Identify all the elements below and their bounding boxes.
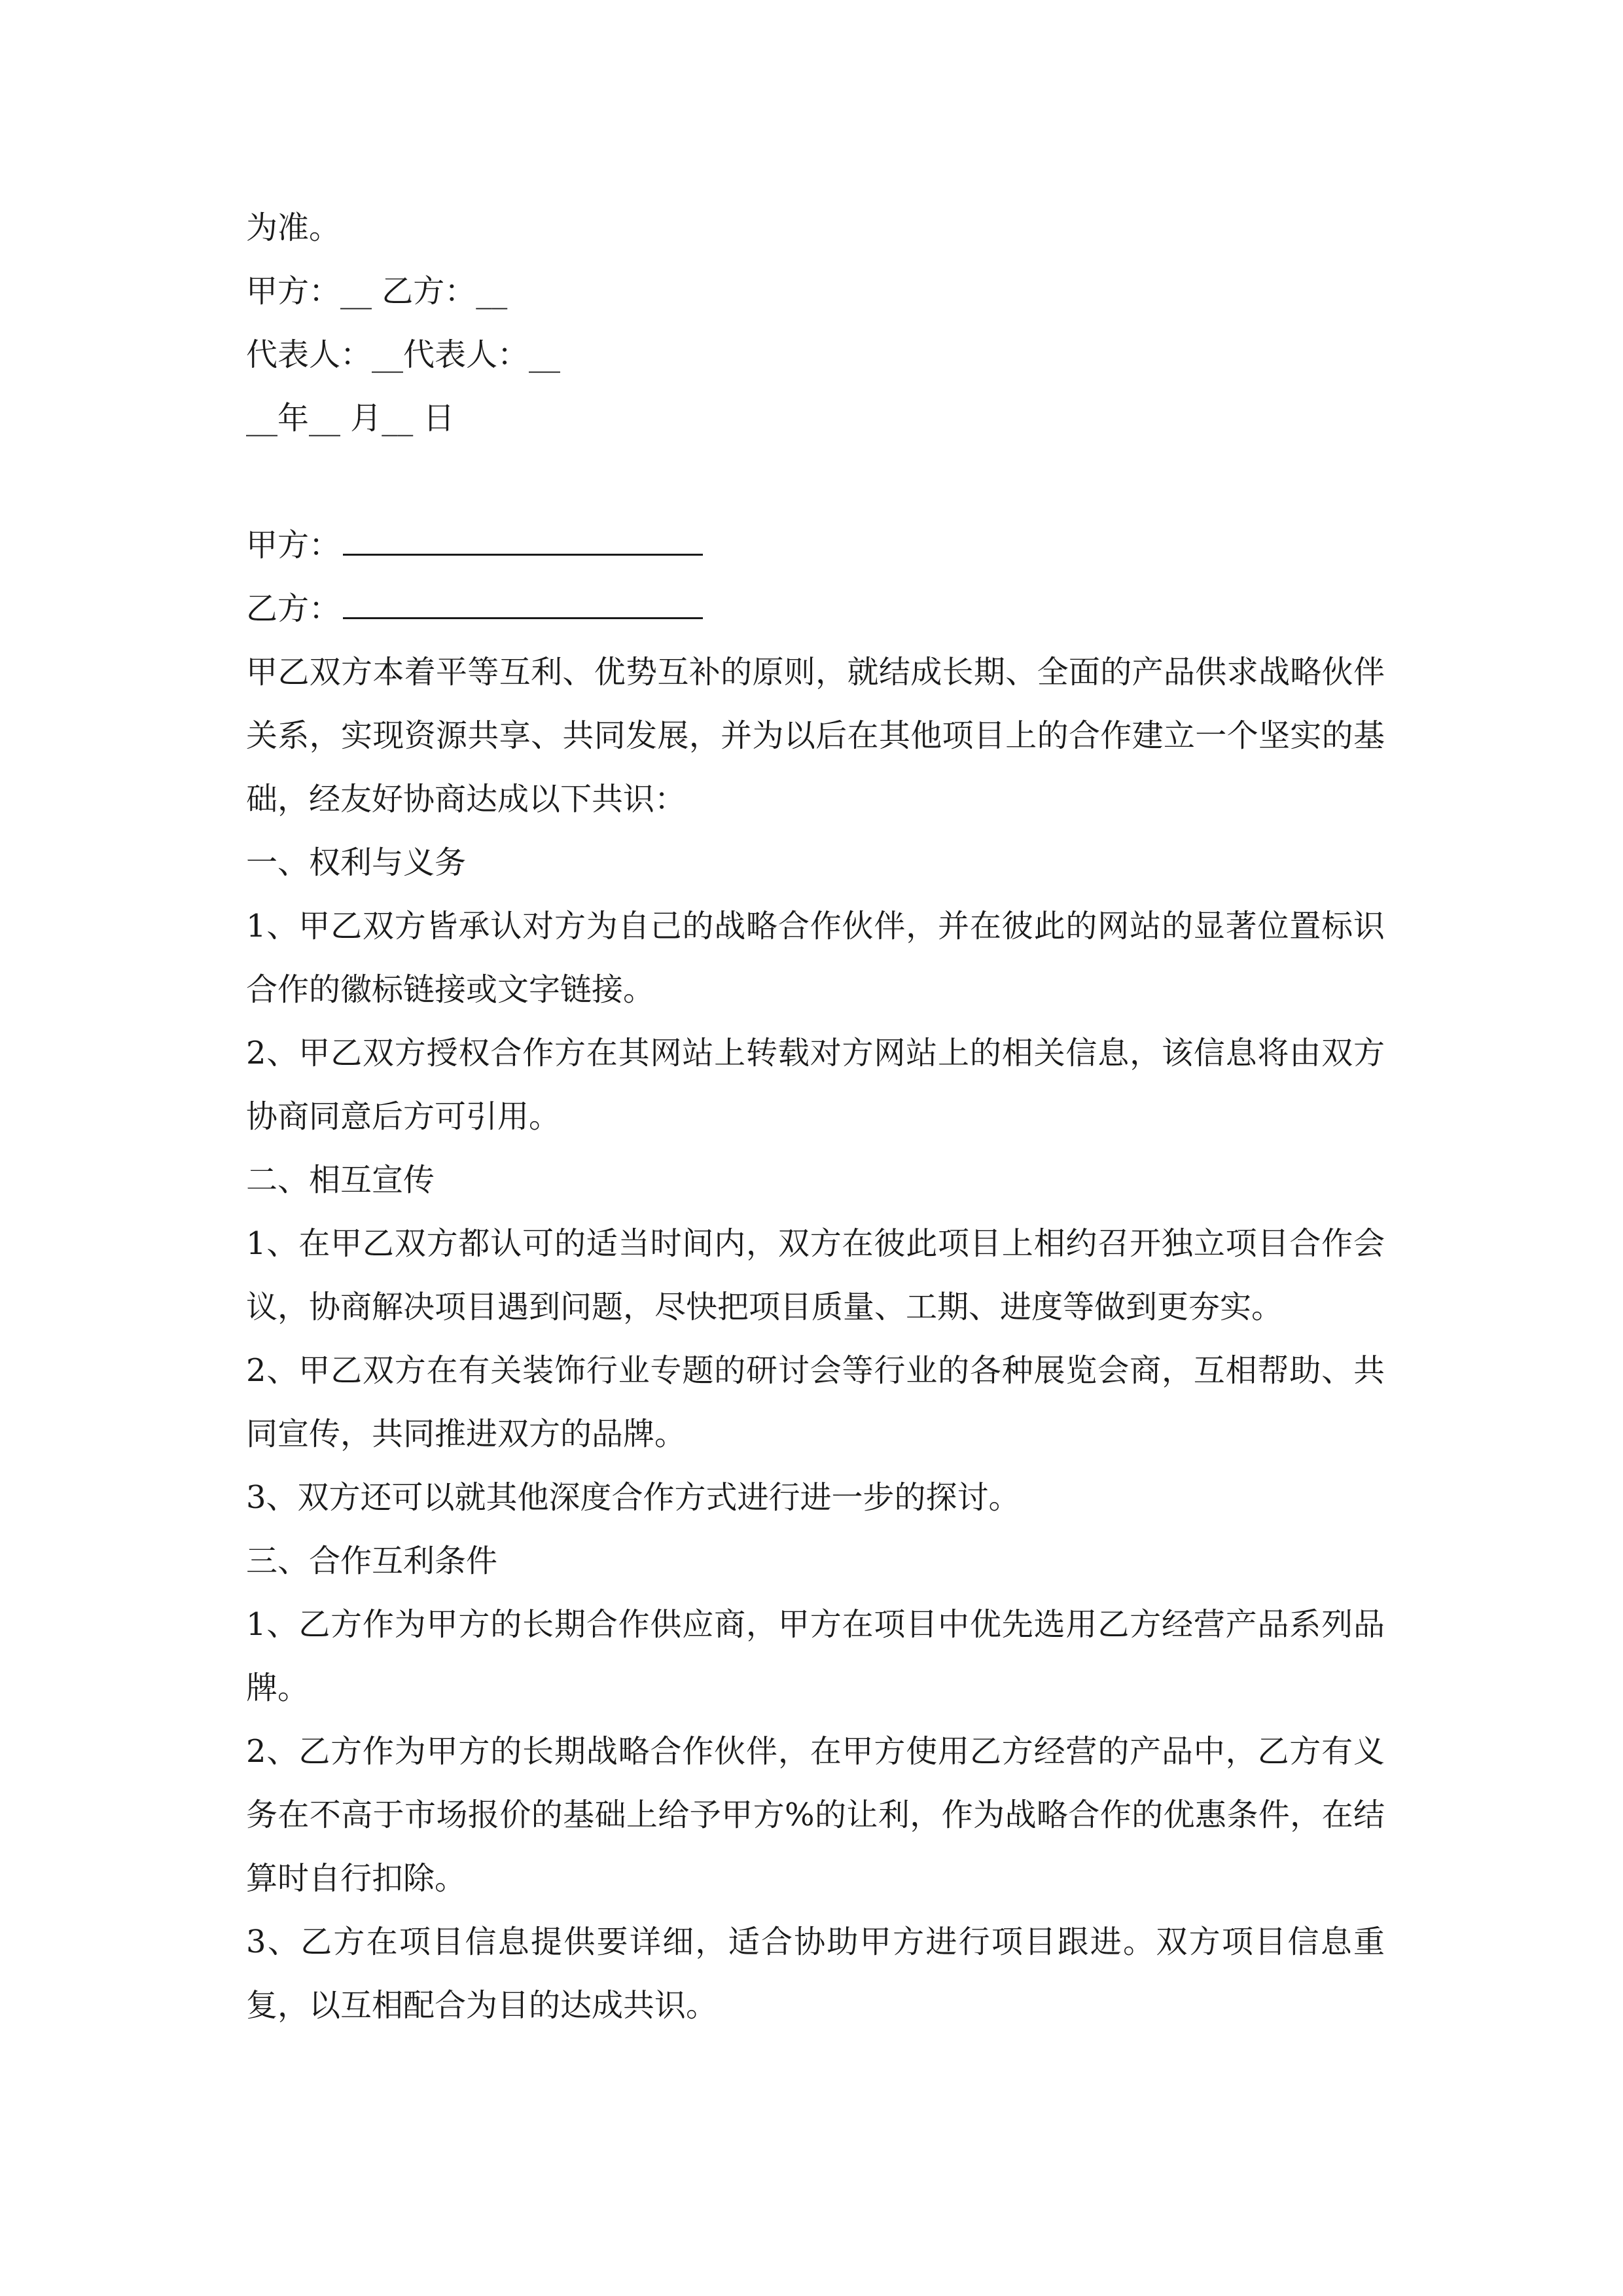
section-item: 3、乙方在项目信息提供要详细，适合协助甲方进行项目跟进。双方项目信息重复，以互相配合为目的达成共识。 — [246, 1924, 1385, 2024]
section-item: 3、双方还可以就其他深度合作方式进行进一步的探讨。 — [246, 1479, 1020, 1516]
section-title: 二、相互宣传 — [246, 1162, 435, 1198]
section-title: 三、合作互利条件 — [246, 1543, 498, 1579]
party-b-blank — [343, 586, 703, 619]
parties-signature-line: 甲方：__ 乙方：__ — [246, 273, 508, 310]
section-item: 2、甲乙双方在有关装饰行业专题的研讨会等行业的各种展览会商，互相帮助、共同宣传，共同推进双方的品牌。 — [246, 1352, 1385, 1452]
section-item: 2、乙方作为甲方的长期战略合作伙伴，在甲方使用乙方经营的产品中，乙方有义务在不高于市场报价的基础上给予甲方%的让利，作为战略合作的优惠条件，在结算时自行扣除。 — [246, 1733, 1385, 1897]
party-a-blank — [343, 522, 703, 556]
representatives-signature-line: 代表人：__代表人：__ — [246, 336, 561, 373]
section-item: 1、在甲乙双方都认可的适当时间内，双方在彼此项目上相约召开独立项目合作会议，协商解决项目遇到问题，尽快把项目质量、工期、进度等做到更夯实。 — [246, 1225, 1385, 1325]
party-a-field — [246, 514, 1385, 577]
date-line: __年__ 月__ 日 — [246, 400, 455, 437]
spacer — [246, 450, 1385, 514]
section-item: 1、甲乙双方皆承认对方为自己的战略合作伙伴，并在彼此的网站的显著位置标识合作的徽标链接或文字链接。 — [246, 908, 1385, 1008]
party-a-label: 甲方： — [246, 527, 341, 564]
section-item: 1、乙方作为甲方的长期合作供应商，甲方在项目中优先选用乙方经营产品系列品牌。 — [246, 1606, 1385, 1706]
section-item: 2、甲乙双方授权合作方在其网站上转载对方网站上的相关信息，该信息将由双方协商同意后方可引用。 — [246, 1035, 1385, 1135]
intro-paragraph: 甲乙双方本着平等互利、优势互补的原则，就结成长期、全面的产品供求战略伙伴关系，实现资源共享、共同发展，并为以后在其他项目上的合作建立一个坚实的基础，经友好协商达成以下共识： — [246, 654, 1385, 817]
party-b-label: 乙方： — [246, 590, 341, 627]
party-b-field — [246, 577, 1385, 641]
document-body — [246, 196, 1385, 2037]
closing-line: 为准。 — [246, 209, 341, 246]
section-title: 一、权利与义务 — [246, 844, 467, 881]
